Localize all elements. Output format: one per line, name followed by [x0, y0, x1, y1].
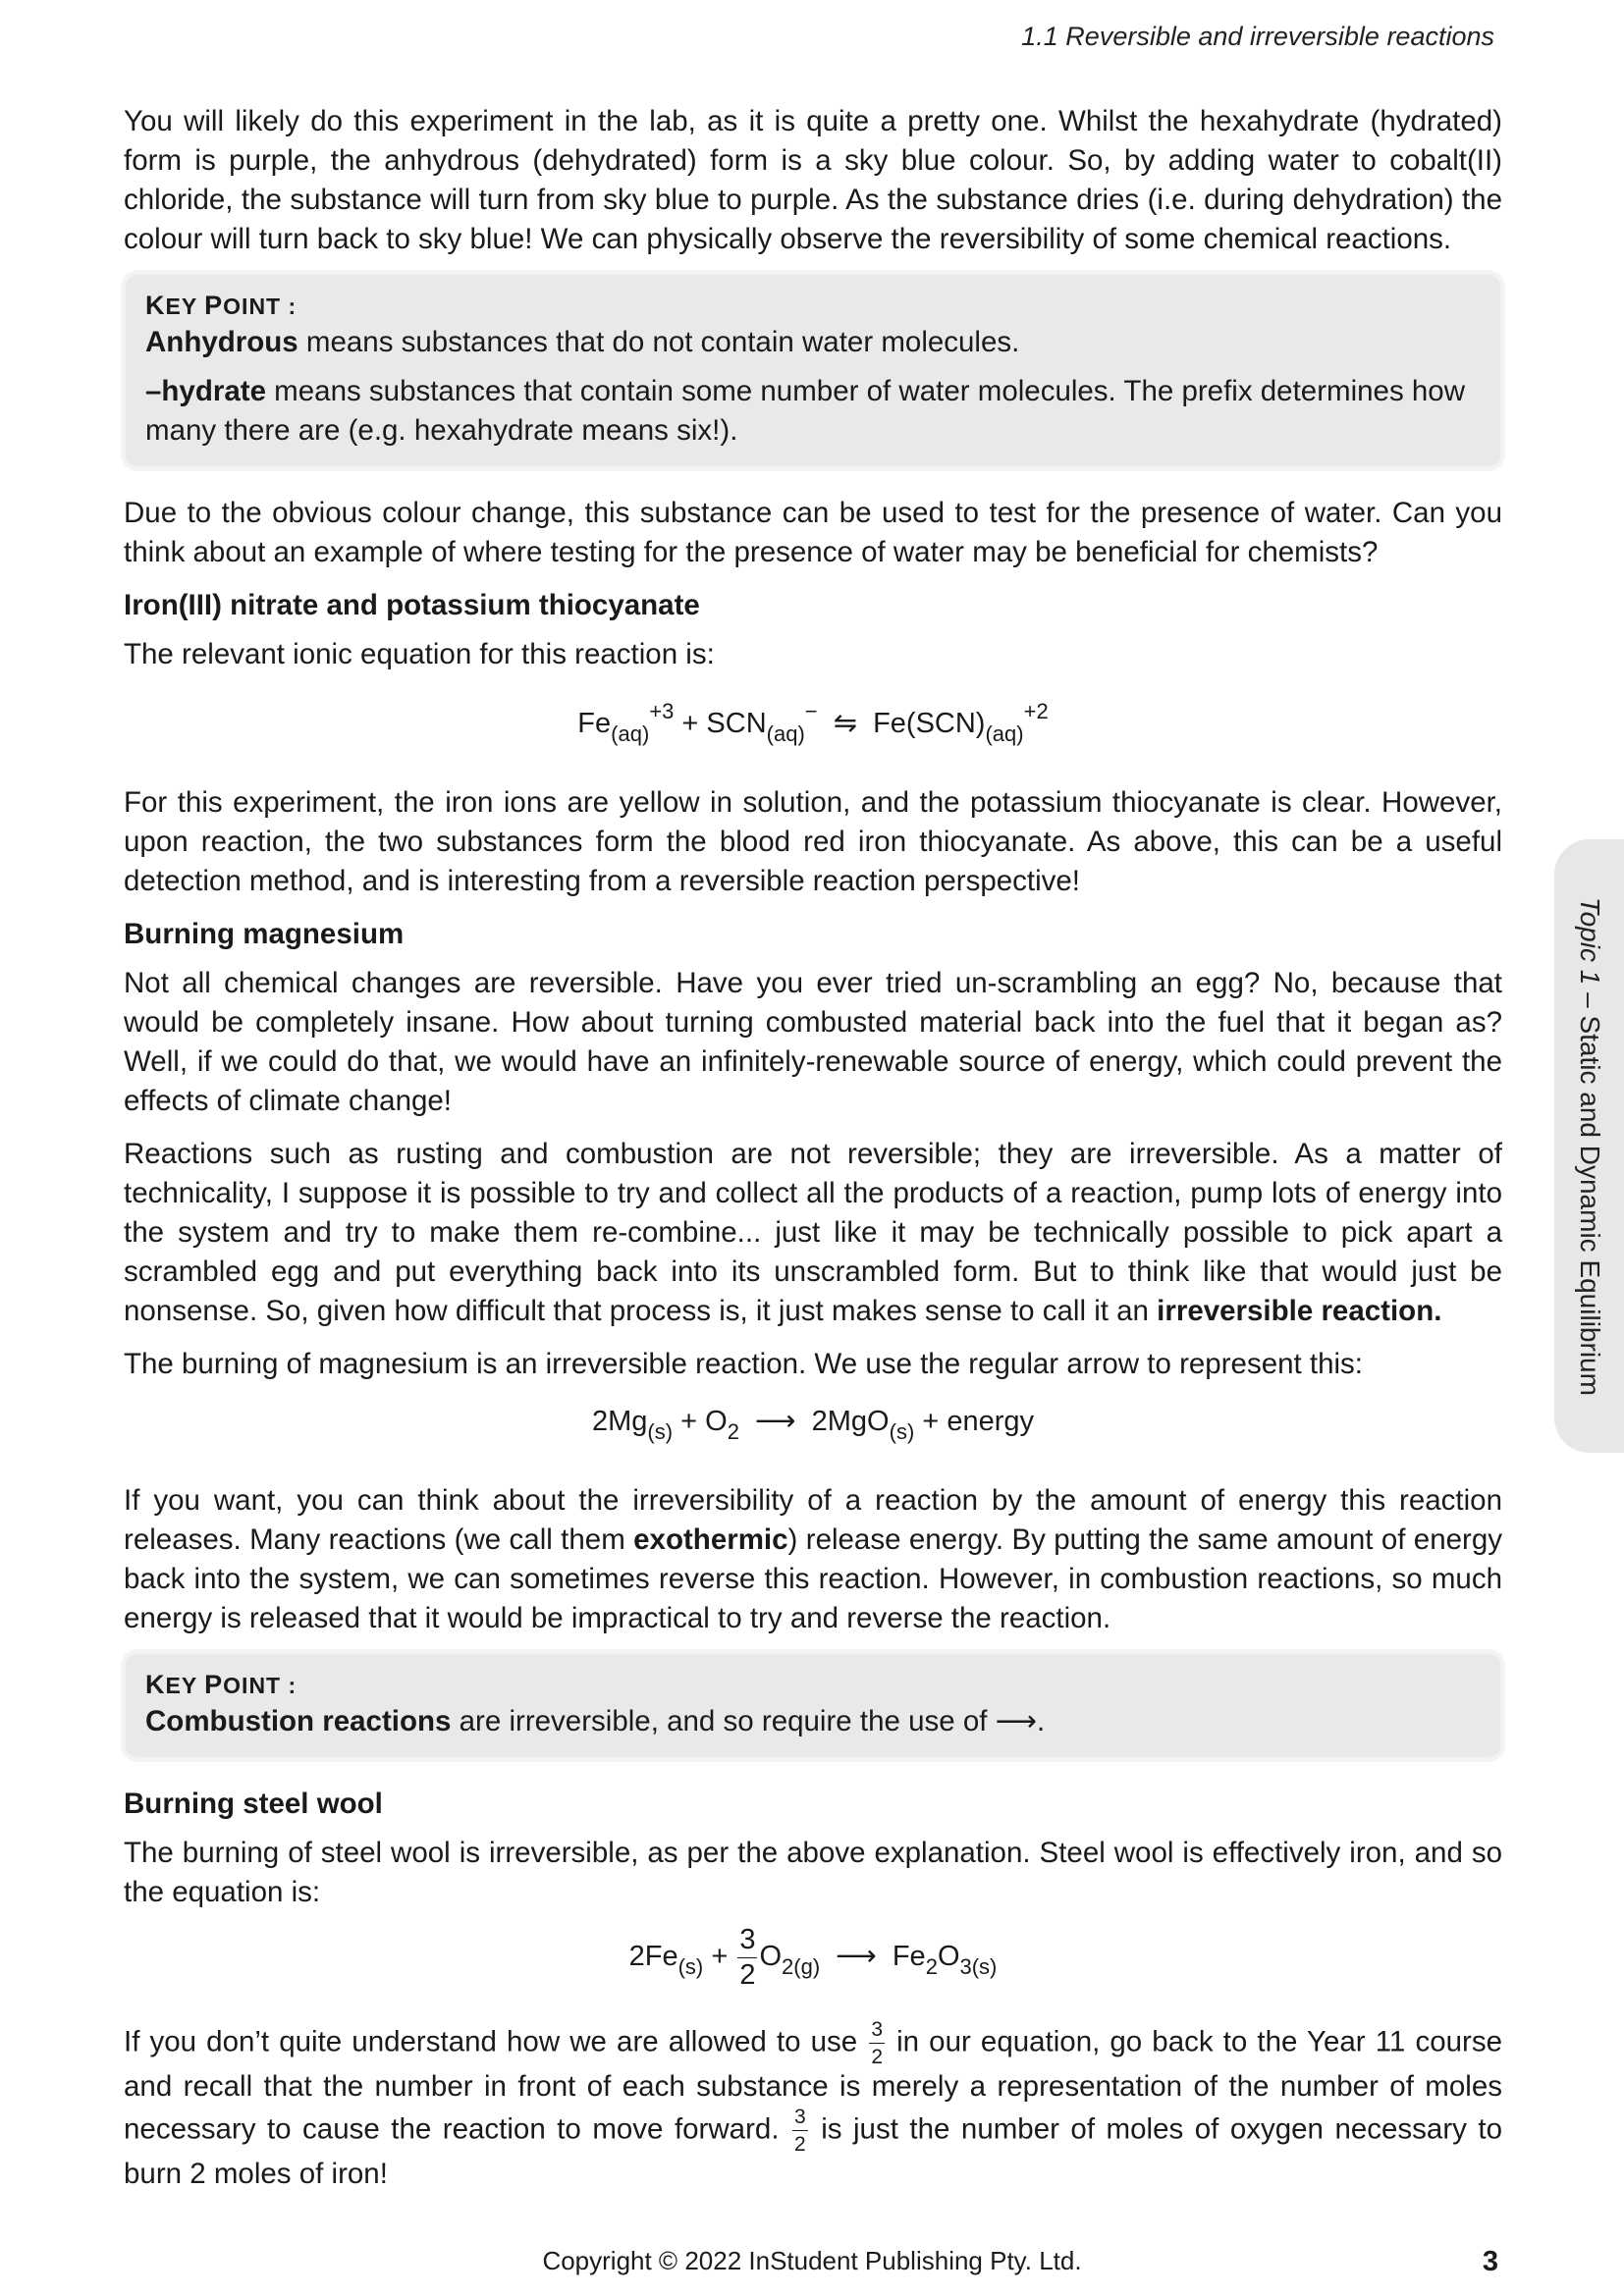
page-content	[124, 102, 1502, 2208]
key-point-title: KEY POINT :	[145, 1670, 298, 1699]
equation-iron-thiocyanate: $Fe_{(aq)}^{+3} + SCN_{(aq)}^-$ ⇋ $Fe(SCN)_{(aq)}^{+2}$	[577, 699, 1049, 746]
equilibrium-arrow: ⇋	[833, 708, 858, 739]
paragraph-irreversible-intro: Not all chemical changes are reversible. Have you ever tried un-scrambling an egg? No, because that would be completely insane. How about turning combusted material back into the fuel that it began as? Well, if we could do that, we would have an infinitely-renewable source of energy, which could prevent the effects of climate change!	[124, 967, 1502, 1117]
reaction-arrow: ⟶	[836, 1941, 877, 1973]
topic-side-tab	[1554, 839, 1624, 1453]
key-point-title: KEY POINT :	[145, 291, 298, 320]
paragraph-exothermic: If you want, you can think about the irreversibility of a reaction by the amount of energy this reaction releases. Many reactions (we call them exothermic) release energy. By putting the same amount of energy back into the system, we can sometimes reverse this reaction. However, in combustion reactions, so much energy is released that it would be impractical to try and reverse the reaction.	[124, 1484, 1503, 1634]
fraction-three-halves: $\frac{3}{2}$	[871, 2018, 883, 2068]
heading-burning-steel-wool: Burning steel wool	[124, 1788, 383, 1820]
paragraph-steel-wool: The burning of steel wool is irreversible, as per the above explanation. Steel wool is effectively iron, and so the equation is:	[124, 1837, 1502, 1908]
paragraph-rusting-combustion: Reactions such as rusting and combustion are not reversible; they are irreversible. As a matter of technicality, I suppose it is possible to try and collect all the products of a reaction, pump lots of energy into the system and try to make them re-combine... just like it may be technically possible to pick apart a scrambled egg and put everything back into its unscrambled form. But to think like that would just be nonsense. So, given how difficult that process is, it just makes sense to call it an irreversible reaction.	[124, 1138, 1502, 1327]
running-head: 1.1 Reversible and irreversible reactions	[1021, 22, 1494, 51]
paragraph-water-test: Due to the obvious colour change, this substance can be used to test for the presence of water. Can you think about an example of where testing for the presence of water may be beneficial for chemists?	[124, 497, 1502, 568]
equation-steel-wool: $2Fe_{(s)}$ + $\frac{3}{2}$ $O_{2(g)}$ ⟶ $Fe_2O_{3(s)}$	[628, 1924, 998, 1991]
key-point-anhydrous: Anhydrous means substances that do not contain water molecules.	[145, 326, 1020, 358]
fraction-three-halves: $\frac{3}{2}$	[739, 1924, 756, 1991]
paragraph-magnesium-arrow: The burning of magnesium is an irreversible reaction. We use the regular arrow to represent this:	[124, 1348, 1364, 1380]
paragraph-iron-colour: For this experiment, the iron ions are yellow in solution, and the potassium thiocyanate is clear. However, upon reaction, the two substances form the blood red iron thiocyanate. As above, this can be a useful detection method, and is interesting from a reversible reaction perspective!	[124, 786, 1502, 897]
copyright-notice: Copyright © 2022 InStudent Publishing Pty. Ltd.	[542, 2246, 1082, 2275]
reaction-arrow: ⟶	[755, 1406, 796, 1437]
paragraph-cobalt-chloride: You will likely do this experiment in the lab, as it is quite a pretty one. Whilst the hexahydrate (hydrated) form is purple, the anhydrous (dehydrated) form is a sky blue colour. So, by adding water to cobalt(II) chloride, the substance will turn from sky blue to purple. As the substance dries (i.e. during dehydration) the colour will turn back to sky blue! We can physically observe the reversibility of some chemical reactions.	[124, 105, 1502, 255]
paragraph-ionic-equation-intro: The relevant ionic equation for this reaction is:	[124, 638, 715, 670]
key-point-combustion: Combustion reactions are irreversible, and so require the use of ⟶.	[145, 1705, 1046, 1737]
topic-side-tab-label: Topic 1 – Static and Dynamic Equilibrium	[1575, 896, 1605, 1396]
equation-magnesium: $2Mg_{(s)} + O_2$ ⟶ 2MgO$_{(s)}$ + energy	[124, 1402, 1502, 1452]
heading-iron-thiocyanate: Iron(III) nitrate and potassium thiocyanate	[124, 589, 700, 621]
paragraph-fractional-moles: If you don’t quite understand how we are allowed to use $\frac{3}{2}$ in our equation, go back to the Year 11 course and recall that the number in front of each substance is merely a representation of the number of moles necessary to cause the reaction to move forward. $\frac{3}{2}$ is just the number of moles of oxygen necessary to burn 2 moles of iron!	[124, 2018, 1502, 2190]
page-number: 3	[1482, 2246, 1498, 2277]
heading-burning-magnesium: Burning magnesium	[124, 918, 405, 950]
key-point-box-hydration	[124, 273, 1502, 468]
key-point-hydrate: –hydrate means substances that contain some number of water molecules. The prefix determines how many there are (e.g. hexahydrate means six!).	[145, 375, 1466, 447]
reaction-arrow: ⟶	[995, 1705, 1037, 1737]
fraction-three-halves: $\frac{3}{2}$	[794, 2106, 806, 2156]
key-point-box-combustion	[124, 1652, 1502, 1759]
